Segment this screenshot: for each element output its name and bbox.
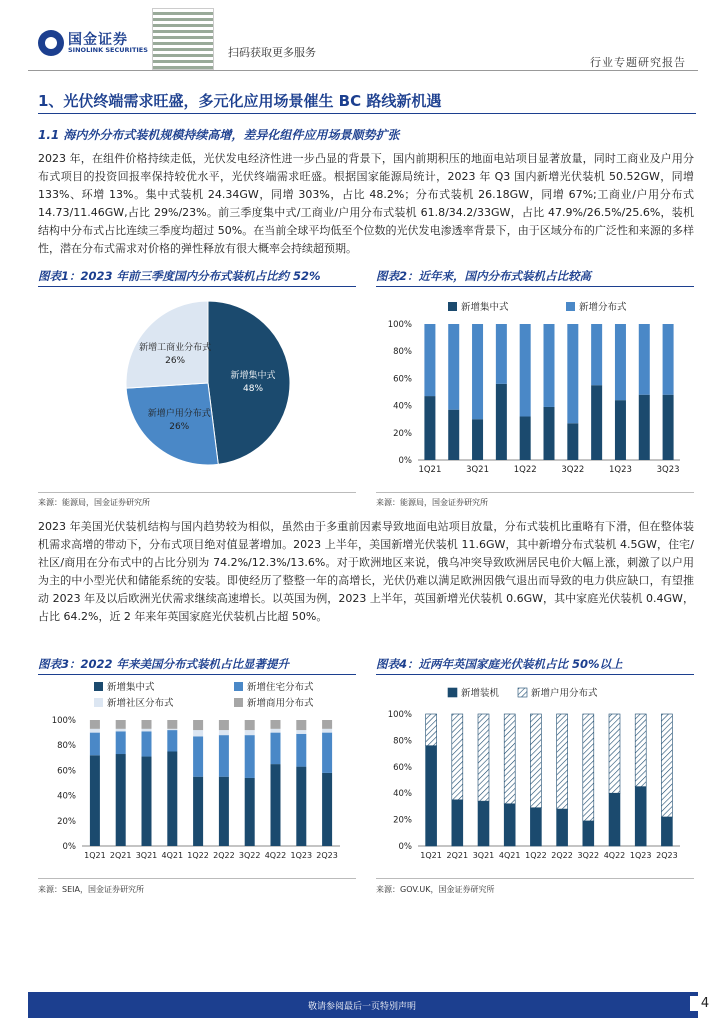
figure-4-rule — [376, 674, 694, 675]
figure-1-source: 来源：能源局，国金证券研究所 — [38, 498, 150, 507]
x-tick-label: 1Q22 — [525, 851, 547, 860]
bar-segment — [296, 734, 306, 767]
bar-segment — [496, 324, 507, 384]
paragraph-1: 2023 年，在组件价格持续走低，光伏发电经济性进一步凸显的背景下，国内前期积压的地面电站项目显著放量，同时工商业及户用分布式项目的投资回报率保持较优水平，光伏终端需求旺盛。根据国家能源局统计，2023 年 Q3 国内新增光伏装机 50.52GW，同增 133%、环增 13%。集中式装机 24.34GW，同增 303%，占比 48.2%；分布式装机 26.18GW，同增 67%;工商业/户用分布式 14.73/11.46GW,占比 29%/23%。前三季度集中式/工商业/户用分布式装机 61.8/34.2/33GW，占比 47.9%/26.5%/25.6%，装机结构中分布式占比连续三季度均超过 50%。在当前全球平均低至个位数的光伏发电渗透率背景下，由于区域分布的广泛性和来源的多样性，潜在分布式需求对价格的弹性释放有很大概率会持续超预期。 — [38, 152, 694, 255]
pie-chart — [126, 301, 290, 465]
y-tick-label: 40% — [393, 789, 412, 800]
figure-4-chart — [376, 678, 694, 872]
paragraph-2: 2023 年美国光伏装机结构与国内趋势较为相似，虽然由于多重前因素导致地面电站项目放量，分布式装机比重略有下滑，但在整体装机需求高增的带动下，分布式项目绝对值显著增加。2023 上半年，美国新增光伏装机 11.6GW，其中新增分布式装机 4.5GW，住宅/社区/商用在分布式中的占比分别为 74.2%/12.3%/13.6%。对于欧洲地区来说，俄乌冲突导致欧洲居民电价大幅上涨，刺激了以户用为主的中小型光伏和储能系统的安装。即使经历了整整一年的高增长，光伏仍难以满足欧洲因俄气退出而导致的电力供应缺口，有望推动 2023 年及以后欧洲光伏需求继续高速增长。以英国为例，2023 上半年，英国新增光伏装机 0.6GW，其中家庭光伏装机 0.4GW，占比 64.2%，近 2 年来年英国家庭光伏装机占比超 50%。 — [38, 520, 694, 623]
bar-segment — [452, 800, 463, 846]
legend-label: 新增社区分布式 — [107, 698, 174, 709]
bar-segment — [544, 407, 555, 460]
footer-disclaimer: 敬请参阅最后一页特别声明 — [307, 1002, 416, 1012]
subsection-heading: 1.1 海内外分布式装机规模持续高增，差异化组件应用场景顺势扩张 — [38, 128, 400, 142]
bar-segment — [448, 324, 459, 410]
y-tick-label: 0% — [398, 456, 412, 466]
bar-segment — [504, 804, 515, 846]
x-tick-label: 1Q23 — [629, 851, 652, 860]
logo-icon — [38, 30, 64, 56]
y-tick-label: 20% — [393, 815, 412, 826]
y-tick-label: 20% — [393, 428, 412, 439]
y-tick-label: 0% — [62, 842, 76, 852]
x-tick-label: 2Q23 — [316, 851, 338, 860]
bar-segment — [567, 423, 578, 460]
bar-segment — [530, 714, 541, 808]
bar-segment — [478, 801, 489, 846]
bar-segment — [167, 720, 177, 729]
x-tick-label: 3Q21 — [135, 851, 158, 860]
legend-swatch — [234, 698, 243, 707]
bar-segment — [583, 714, 594, 821]
figure-2-chart — [376, 292, 694, 490]
bar-segment — [142, 731, 152, 756]
bar-segment — [245, 720, 255, 730]
bar-segment — [520, 416, 531, 460]
y-tick-label: 60% — [393, 762, 412, 773]
pie-slice-label: 新增户用分布式 — [147, 408, 211, 419]
legend-swatch — [94, 698, 103, 707]
legend-label: 新增户用分布式 — [531, 688, 598, 699]
x-tick-label: 3Q22 — [238, 851, 261, 860]
pie-slice-label: 新增集中式 — [230, 371, 276, 382]
bar-segment — [426, 714, 437, 746]
figure-4-title: 图表4：近两年英国家庭光伏装机占比 50%以上 — [376, 657, 623, 671]
y-tick-label: 100% — [387, 710, 412, 720]
figure-2-rule — [376, 286, 694, 287]
x-tick-label: 4Q22 — [603, 851, 626, 860]
figure-3-rule — [38, 674, 356, 675]
bar-segment — [557, 809, 568, 846]
bar-segment — [142, 720, 152, 729]
x-tick-label: 4Q21 — [498, 851, 521, 860]
bar-segment — [472, 419, 483, 460]
x-tick-label: 1Q21 — [420, 851, 442, 860]
section-heading-rule — [38, 113, 696, 114]
x-tick-label: 1Q22 — [187, 851, 209, 860]
qr-code-icon[interactable] — [152, 8, 214, 70]
y-tick-label: 0% — [398, 842, 412, 852]
bar-segment — [193, 736, 203, 776]
x-tick-label: 4Q22 — [264, 851, 287, 860]
x-tick-label: 3Q22 — [577, 851, 600, 860]
bar-segment — [90, 733, 100, 756]
bar-segment — [452, 714, 463, 800]
bar-segment — [615, 324, 626, 400]
legend-swatch — [448, 302, 457, 311]
x-tick-label: 3Q23 — [656, 465, 680, 475]
legend-swatch — [94, 682, 103, 691]
bar-segment — [557, 714, 568, 809]
bar-segment — [609, 714, 620, 793]
figure-1-chart — [38, 292, 356, 490]
legend-label: 新增集中式 — [461, 302, 509, 313]
x-tick-label: 4Q21 — [161, 851, 184, 860]
bar-segment — [296, 730, 306, 734]
bar-segment — [426, 746, 437, 846]
bar-segment — [635, 714, 646, 787]
bar-segment — [478, 714, 489, 801]
bar-segment — [322, 733, 332, 773]
bar-segment — [90, 755, 100, 846]
x-tick-label: 2Q23 — [656, 851, 678, 860]
x-tick-label: 3Q21 — [466, 465, 490, 475]
y-tick-label: 60% — [57, 766, 76, 777]
legend-label: 新增装机 — [461, 688, 500, 699]
legend-swatch — [234, 682, 243, 691]
pie-slice — [208, 301, 290, 464]
bar-segment — [142, 757, 152, 846]
bar-segment — [639, 395, 650, 460]
bar-segment — [142, 729, 152, 732]
figure-3-chart — [38, 678, 356, 872]
bar-segment — [271, 729, 281, 733]
bar-segment — [245, 730, 255, 735]
bar-segment — [219, 730, 229, 735]
bar-segment — [609, 793, 620, 846]
figure-1-source-rule — [38, 492, 356, 493]
pie-slice-value: 48% — [243, 384, 264, 395]
y-tick-label: 100% — [387, 320, 412, 330]
figure-2-title: 图表2：近年来，国内分布式装机占比较高 — [376, 269, 591, 283]
figure-3-source: 来源：SEIA，国金证券研究所 — [38, 885, 144, 894]
pie-slice-label: 新增工商业分布式 — [139, 343, 212, 354]
bar-segment — [520, 324, 531, 416]
y-tick-label: 80% — [393, 736, 412, 747]
x-tick-label: 2Q21 — [109, 851, 132, 860]
x-tick-label: 1Q23 — [290, 851, 313, 860]
bar-segment — [193, 777, 203, 846]
legend-label: 新增分布式 — [579, 302, 627, 313]
x-tick-label: 3Q22 — [561, 465, 585, 475]
legend-label: 新增集中式 — [107, 682, 155, 693]
y-tick-label: 100% — [51, 716, 76, 726]
bar-segment — [424, 396, 435, 460]
legend-swatch — [518, 688, 527, 697]
section-heading: 1、光伏终端需求旺盛，多元化应用场景催生 BC 路线新机遇 — [38, 92, 442, 110]
x-tick-label: 1Q22 — [513, 465, 537, 475]
x-tick-label: 2Q22 — [213, 851, 235, 860]
report-type: 行业专题研究报告 — [590, 56, 686, 69]
bar-segment — [167, 730, 177, 751]
bar-segment — [116, 754, 126, 846]
bar-segment — [296, 720, 306, 730]
bar-segment — [296, 767, 306, 846]
pie-slice-value: 26% — [169, 421, 190, 432]
y-tick-label: 80% — [57, 741, 76, 752]
bar-segment — [496, 384, 507, 460]
logo-text-en: SINOLINK SECURITIES — [68, 46, 148, 54]
y-tick-label: 80% — [393, 347, 412, 358]
bar-segment — [663, 395, 674, 460]
legend-label: 新增商用分布式 — [247, 698, 314, 709]
figure-3-source-rule — [38, 878, 356, 879]
bar-segment — [591, 385, 602, 460]
bar-segment — [322, 720, 332, 729]
legend-label: 新增住宅分布式 — [247, 682, 314, 693]
bar-segment — [504, 714, 515, 804]
bar-segment — [116, 729, 126, 732]
y-tick-label: 40% — [393, 401, 412, 412]
bar-segment — [615, 400, 626, 460]
bar-segment — [583, 821, 594, 846]
bar-segment — [219, 735, 229, 777]
bar-segment — [530, 808, 541, 846]
bar-segment — [245, 735, 255, 778]
figure-2-source-rule — [376, 492, 694, 493]
bar-segment — [448, 410, 459, 460]
bar-segment — [661, 817, 672, 846]
legend-swatch — [448, 688, 457, 697]
bar-segment — [167, 729, 177, 730]
bar-segment — [544, 324, 555, 407]
bar-segment — [167, 752, 177, 847]
x-tick-label: 2Q22 — [551, 851, 573, 860]
bar-segment — [567, 324, 578, 423]
bar-segment — [90, 729, 100, 733]
figure-3-title: 图表3：2022 年来美国分布式装机占比显著提升 — [38, 657, 290, 671]
bar-segment — [193, 720, 203, 730]
bar-segment — [271, 764, 281, 846]
bar-segment — [271, 720, 281, 729]
bar-segment — [219, 720, 229, 730]
bar-segment — [271, 733, 281, 765]
figure-4-source: 来源：GOV.UK，国金证券研究所 — [376, 885, 495, 894]
x-tick-label: 3Q21 — [472, 851, 495, 860]
bar-segment — [193, 730, 203, 736]
figure-4-source-rule — [376, 878, 694, 879]
header-divider — [28, 70, 698, 71]
x-tick-label: 1Q23 — [608, 465, 632, 475]
page-number: 4 — [690, 996, 720, 1011]
bar-segment — [116, 720, 126, 729]
figure-1-title: 图表1：2023 年前三季度国内分布式装机占比约 52% — [38, 269, 321, 283]
bar-segment — [245, 778, 255, 846]
x-tick-label: 2Q21 — [446, 851, 469, 860]
bar-segment — [322, 729, 332, 733]
bar-segment — [219, 777, 229, 846]
y-tick-label: 40% — [57, 791, 76, 802]
bar-segment — [663, 324, 674, 395]
legend-swatch — [566, 302, 575, 311]
bar-segment — [116, 731, 126, 754]
bar-segment — [424, 324, 435, 396]
bar-segment — [591, 324, 602, 385]
y-tick-label: 20% — [57, 816, 76, 827]
bar-segment — [90, 720, 100, 729]
bar-segment — [472, 324, 483, 419]
figure-2-source: 来源：能源局，国金证券研究所 — [376, 498, 488, 507]
y-tick-label: 60% — [393, 374, 412, 385]
qr-caption: 扫码获取更多服务 — [228, 46, 316, 59]
bar-segment — [322, 773, 332, 846]
x-tick-label: 1Q21 — [418, 465, 442, 475]
bar-segment — [639, 324, 650, 395]
bar-segment — [635, 787, 646, 846]
figure-1-rule — [38, 286, 356, 287]
x-tick-label: 1Q21 — [84, 851, 106, 860]
bar-segment — [661, 714, 672, 817]
pie-slice-value: 26% — [165, 356, 186, 367]
logo-text-cn: 国金证券 — [68, 32, 128, 48]
